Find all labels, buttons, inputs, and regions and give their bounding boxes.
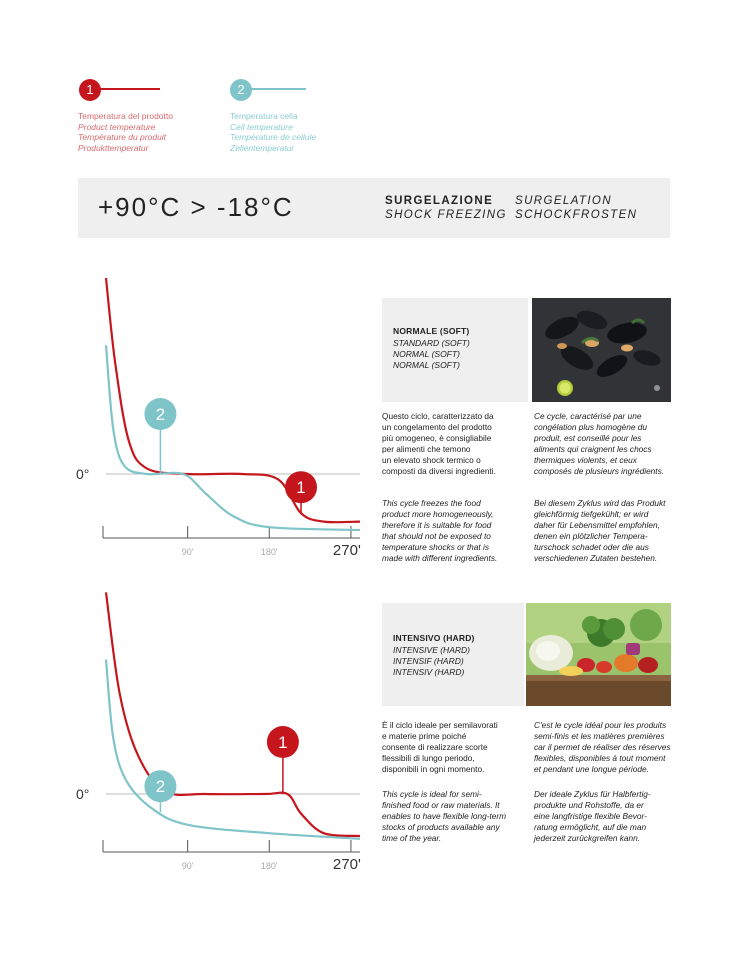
- legend-line: Temperatura cella: [230, 111, 298, 121]
- text-line: Ce cycle, caractérisé par une: [534, 411, 642, 421]
- text-line: flexibles, disponibles à tout moment: [534, 753, 666, 763]
- label-en: SHOCK FREEZING: [385, 209, 507, 221]
- text-line: thermiques violents, et ceux: [534, 455, 637, 465]
- legend-line: Product temperature: [78, 121, 156, 132]
- cell-marker-2: 2: [230, 79, 252, 101]
- series-1-line: [106, 278, 360, 522]
- text-line: ratung ermöglicht, auf die man: [534, 822, 647, 832]
- text-line: Bei diesem Zyklus wird das Produkt: [534, 498, 666, 508]
- marker-2-label: 2: [155, 405, 166, 424]
- cell-legend-text: [230, 111, 316, 153]
- text-line: C'est le cycle idéal pour les produits: [534, 720, 667, 730]
- legend-line: Temperatura del prodotto: [78, 111, 173, 121]
- text-line: consente di realizzare scorte: [382, 742, 488, 752]
- label-fr: SURGELATION: [515, 195, 612, 207]
- legend-line: Produkttemperatur: [78, 142, 149, 153]
- cycle-subtitle: INTENSIV (HARD): [393, 667, 465, 677]
- soft-cycle-text-it: [382, 411, 496, 477]
- text-line: enables to have flexible long-term: [382, 811, 507, 821]
- text-line: eine langfristige flexible Bevor-: [534, 811, 647, 821]
- text-line: e materie prime poiché: [382, 731, 467, 741]
- text-line: time of the year.: [382, 833, 442, 843]
- hard-cycle-text-en: [382, 789, 506, 844]
- hard-cycle-text-de: [534, 789, 651, 844]
- text-line: composés de plusieurs ingrédients.: [534, 466, 665, 476]
- cycle-subtitle: STANDARD (SOFT): [393, 338, 470, 348]
- series-2-line: [106, 660, 360, 839]
- marker-2-label: 2: [155, 777, 166, 797]
- text-line: This cycle is ideal for semi-: [382, 789, 482, 799]
- mussels-photo: [532, 298, 671, 402]
- text-line: car il permet de réaliser des réserves: [534, 742, 671, 752]
- cycle-title: INTENSIVO (HARD): [393, 633, 475, 643]
- legend-line: Cell temperature: [230, 121, 293, 132]
- x-tick-label: 270': [332, 856, 361, 873]
- text-line: produit, est conseillé pour les: [534, 433, 642, 443]
- x-tick-label: 180': [260, 547, 278, 557]
- text-line: Der ideale Zyklus für Halbfertig-: [534, 789, 651, 799]
- legend-line: Température du produit: [78, 132, 167, 142]
- text-line: per alimenti che temono: [382, 444, 471, 454]
- label-it: SURGELAZIONE: [385, 195, 494, 207]
- text-line: un elevato shock termico o: [382, 455, 481, 465]
- text-line: più omogeneo, è consigliabile: [382, 433, 492, 443]
- x-tick-label: 90': [181, 547, 194, 557]
- text-line: È il ciclo ideale per semilavorati: [382, 720, 498, 730]
- text-line: semi-finis et les matières premières: [534, 731, 665, 741]
- series-1-line: [106, 592, 360, 836]
- hard-cycle-text-it: [382, 720, 498, 775]
- text-line: composti da diversi ingredienti.: [382, 466, 496, 476]
- x-tick-label: 180': [260, 861, 278, 871]
- shock-freezing-banner: [78, 178, 670, 238]
- temperature-range: +90°C > -18°C: [98, 192, 294, 222]
- vegetables-photo: [526, 603, 671, 706]
- text-line: produkte und Rohstoffe, da er: [534, 800, 644, 810]
- cycle-subtitle: NORMAL (SOFT): [393, 349, 460, 359]
- text-line: daher für Lebensmittel empfohlen,: [534, 520, 660, 530]
- soft-cycle-chart: [70, 270, 370, 570]
- x-tick-label: 270': [332, 542, 361, 559]
- text-line: product more homogeneously,: [382, 509, 494, 519]
- cycle-subtitles: [393, 338, 470, 371]
- soft-cycle-text-de: [534, 498, 665, 564]
- cycle-subtitle: INTENSIF (HARD): [393, 656, 464, 666]
- text-line: turschock schadet oder die aus: [534, 542, 649, 552]
- hard-cycle-chart: [70, 590, 370, 890]
- cycle-subtitle: NORMAL (SOFT): [393, 360, 460, 370]
- cycle-title: NORMALE (SOFT): [393, 326, 470, 336]
- text-line: Questo ciclo, caratterizzato da: [382, 411, 494, 421]
- text-line: made with different ingredients.: [382, 553, 498, 563]
- label-de: SCHOCKFROSTEN: [515, 209, 638, 221]
- text-line: disponibili in ogni momento.: [382, 764, 485, 774]
- legend-line: Température de cellule: [230, 132, 317, 142]
- text-line: jederzeit zurückgreifen kann.: [534, 833, 641, 843]
- text-line: aliments qui craignent les chocs: [534, 444, 652, 454]
- text-line: denen ein plötzlicher Tempera-: [534, 531, 648, 541]
- hard-cycle-text-fr: [534, 720, 671, 775]
- soft-cycle-title-box: [382, 298, 528, 402]
- zero-label: 0°: [76, 466, 90, 482]
- series-2-line: [106, 345, 360, 530]
- soft-cycle-text-fr: [534, 411, 664, 477]
- cycle-subtitle: INTENSIVE (HARD): [393, 645, 470, 655]
- text-line: therefore it is suitable for food: [382, 520, 492, 530]
- legend-line: Zellentemperatur: [230, 142, 295, 153]
- x-tick-label: 90': [181, 861, 194, 871]
- text-line: et pendant une longue période.: [534, 764, 649, 774]
- product-marker-1: 1: [79, 79, 101, 101]
- product-legend-text: [78, 111, 173, 153]
- text-line: stocks of products available any: [382, 822, 500, 832]
- cycle-subtitles: [393, 645, 470, 678]
- text-line: temperature shocks or that is: [382, 542, 489, 552]
- soft-cycle-text-en: [382, 498, 497, 564]
- text-line: verschiedenen Zutaten bestehen.: [534, 553, 658, 563]
- text-line: finished food or raw materials. It: [382, 800, 500, 810]
- text-line: that should not be exposed to: [382, 531, 491, 541]
- text-line: un congelamento del prodotto: [382, 422, 492, 432]
- zero-label: 0°: [76, 786, 90, 802]
- marker-1-label: 1: [296, 478, 306, 498]
- text-line: flessibili di lungo periodo,: [382, 753, 475, 763]
- text-line: This cycle freezes the food: [382, 498, 481, 508]
- text-line: gleichförmig tiefgekühlt; er wird: [534, 509, 649, 519]
- hard-cycle-title-box: [382, 603, 524, 706]
- text-line: congélation plus homogène du: [534, 422, 648, 432]
- marker-1-label: 1: [278, 733, 288, 752]
